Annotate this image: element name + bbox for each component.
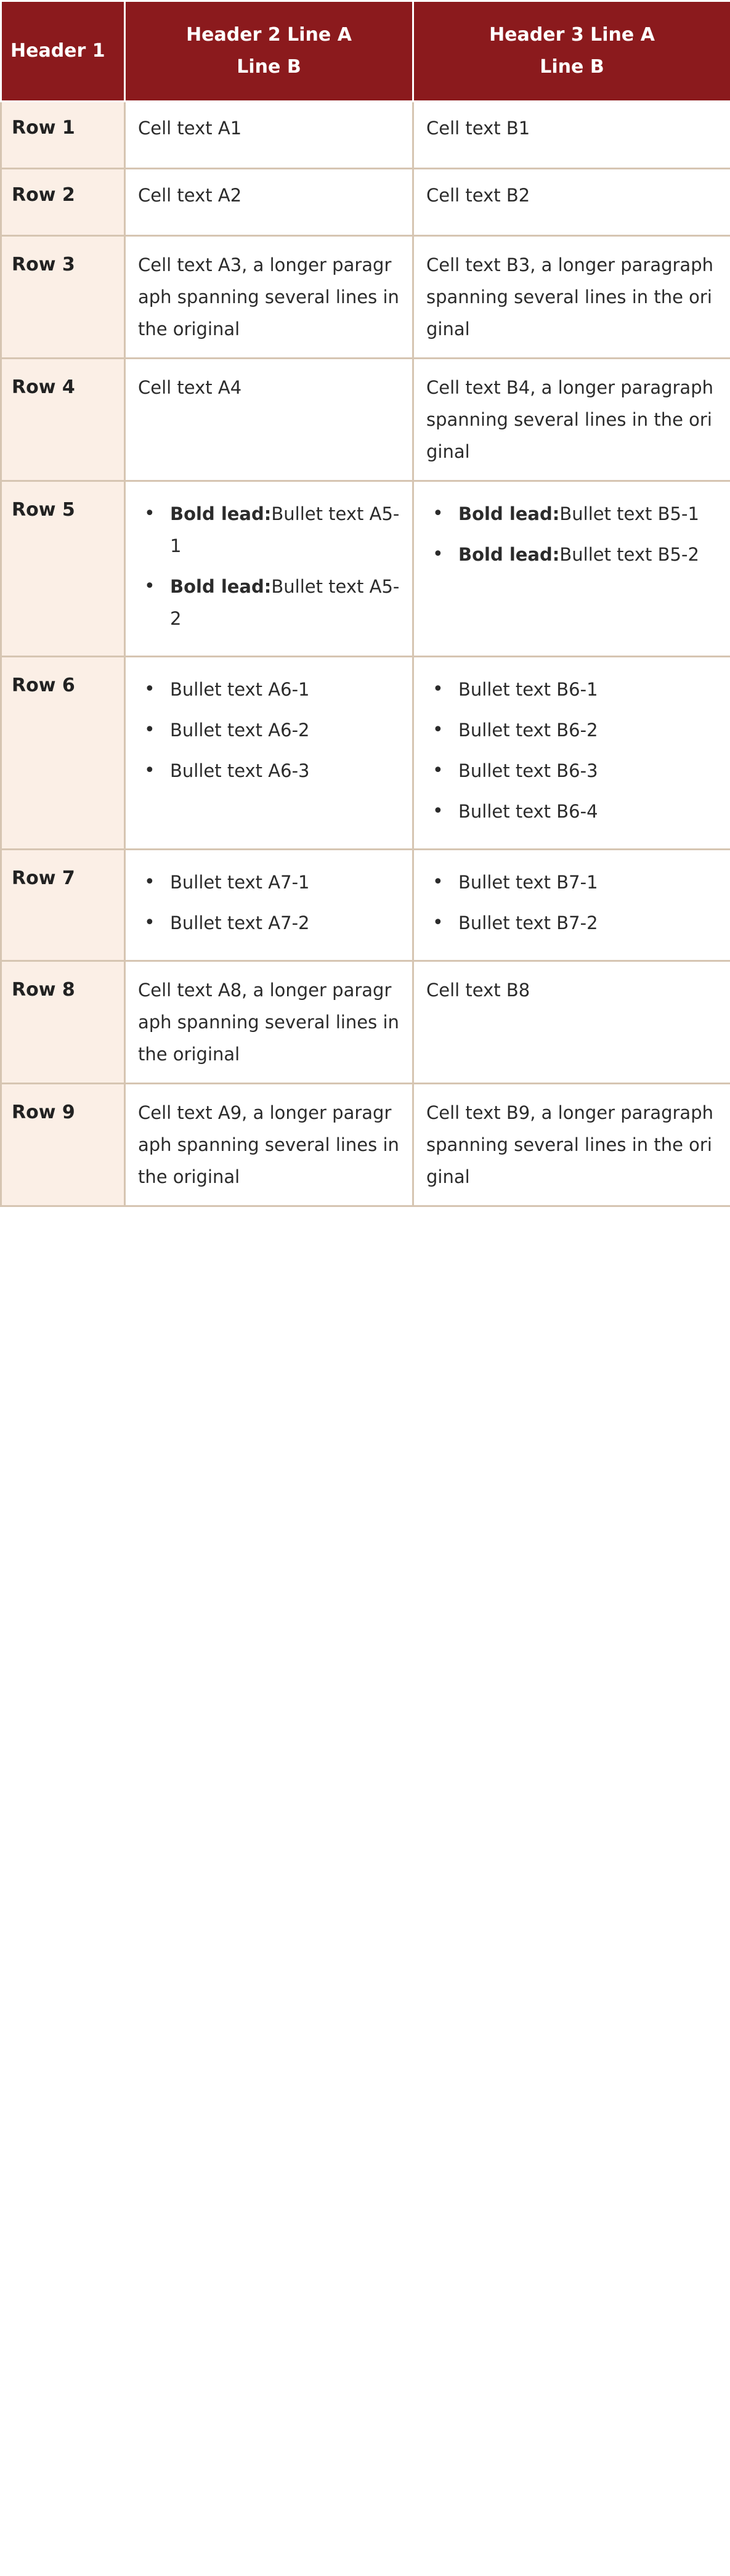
row-label-accounts: Row 6: [1, 657, 125, 850]
cell-filing-b: Cell text B3, a longer paragraph spanning several lines in the original: [413, 236, 730, 359]
list-item: • Bullet text A6-1: [170, 673, 400, 705]
cell-usage-b: Cell text B9, a longer paragraph spanning several lines in the original: [413, 1084, 730, 1206]
table-header-row: [1, 1, 730, 102]
cell-filing-a: Cell text A3, a longer paragraph spanning several lines in the original: [125, 236, 413, 359]
list-item: • Bullet text B6-3: [458, 755, 718, 787]
list-item: • Bullet text B6-1: [458, 673, 718, 705]
bullet-list: [426, 673, 718, 827]
cell-member-b: [413, 481, 730, 657]
header-pool-type: Header 1: [1, 1, 125, 102]
list-item: • Bullet text A6-2: [170, 714, 400, 746]
cell-usage-a: Cell text A9, a longer paragraph spanning several lines in the original: [125, 1084, 413, 1206]
list-item: • Bullet text A7-1: [170, 866, 400, 898]
cell-source-b: Cell text B8: [413, 961, 730, 1084]
list-item: • Bullet text B6-4: [458, 795, 718, 827]
cell-leader-b: Cell text B4, a longer paragraph spanning several lines in the original: [413, 359, 730, 481]
list-item: [170, 571, 400, 635]
bullet-text: Bullet text A5-1: [170, 503, 400, 556]
row-label-filing: Row 3: [1, 236, 125, 359]
table-row: [1, 169, 730, 236]
row-label-area: Row 1: [1, 102, 125, 169]
list-item: • Bullet text B6-2: [458, 714, 718, 746]
cell-accounts-b: [413, 657, 730, 850]
bullet-list: [138, 866, 400, 939]
bullet-list: [426, 866, 718, 939]
table-row: [1, 481, 730, 657]
bullet-lead: Bold lead:: [170, 576, 272, 597]
bullet-text: Bullet text A5-2: [170, 576, 400, 629]
list-item: [458, 498, 718, 530]
bullet-lead: Bold lead:: [170, 503, 272, 524]
table-row: [1, 961, 730, 1084]
bullet-text: Bullet text B5-1: [559, 503, 699, 524]
cell-area-a: Cell text A1: [125, 102, 413, 169]
table-row: [1, 657, 730, 850]
table-row: [1, 850, 730, 961]
bullet-list: [426, 498, 718, 571]
list-item: • Bullet text A6-3: [170, 755, 400, 787]
header-full-function-rmb-pool: Header 2 Line A Line B: [125, 1, 413, 102]
bullet-list: [138, 498, 400, 635]
bullet-lead: Bold lead:: [458, 544, 560, 565]
cell-authority-a: Cell text A2: [125, 169, 413, 236]
row-label-leader: Row 4: [1, 359, 125, 481]
cell-leader-a: Cell text A4: [125, 359, 413, 481]
list-item: [458, 538, 718, 571]
cell-member-a: [125, 481, 413, 657]
cell-accounts-a: [125, 657, 413, 850]
header-integrated-pool: Header 3 Line A Line B: [413, 1, 730, 102]
list-item: • Bullet text B7-2: [458, 907, 718, 939]
list-item: • Bullet text B7-1: [458, 866, 718, 898]
cell-limits-a: [125, 850, 413, 961]
row-label-source: Row 8: [1, 961, 125, 1084]
row-label-member: Row 5: [1, 481, 125, 657]
row-label-limits: Row 7: [1, 850, 125, 961]
table-row: [1, 102, 730, 169]
cell-source-a: Cell text A8, a longer paragraph spanning several lines in the original: [125, 961, 413, 1084]
list-item: [170, 498, 400, 562]
cell-authority-b: Cell text B2: [413, 169, 730, 236]
cell-limits-b: [413, 850, 730, 961]
table-row: [1, 1084, 730, 1206]
table-row: [1, 236, 730, 359]
bullet-lead: Bold lead:: [458, 503, 560, 524]
table-row: [1, 359, 730, 481]
list-item: • Bullet text A7-2: [170, 907, 400, 939]
comparison-table: [0, 0, 730, 1207]
bullet-text: Bullet text B5-2: [559, 544, 699, 565]
bullet-list: [138, 673, 400, 787]
cell-area-b: Cell text B1: [413, 102, 730, 169]
row-label-usage: Row 9: [1, 1084, 125, 1206]
row-label-authority: Row 2: [1, 169, 125, 236]
